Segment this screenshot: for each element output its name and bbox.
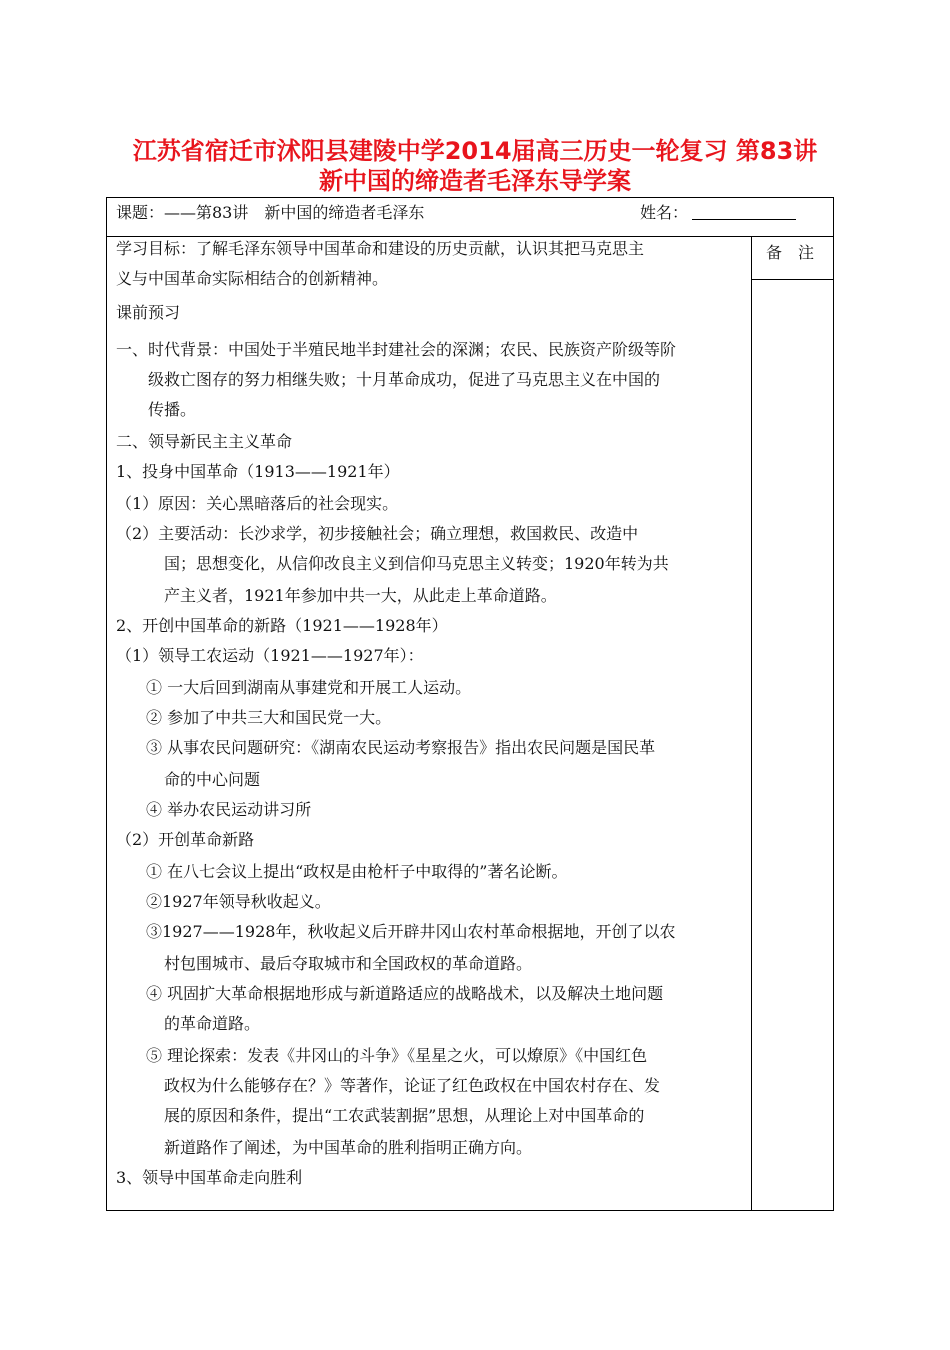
notes-header-divider — [751, 279, 833, 280]
text-line: 展的原因和条件，提出“工农武装割据”思想，从理论上对中国革命的 — [164, 1106, 645, 1125]
text-line: 级救亡图存的努力相继失败；十月革命成功，促进了马克思主义在中国的 — [148, 370, 661, 389]
notes-column-divider — [751, 236, 752, 1210]
document-title-line-2: 新中国的缔造者毛泽东导学案 — [319, 167, 631, 195]
text-line: 1、投身中国革命（1913——1921年） — [116, 462, 400, 481]
text-line: ④ 巩固扩大革命根据地形成与新道路适应的战略战术，以及解决土地问题 — [146, 984, 664, 1003]
header-row-divider — [107, 236, 833, 237]
name-blank-line — [692, 203, 796, 220]
text-line: 村包围城市、最后夺取城市和全国政权的革命道路。 — [164, 954, 533, 973]
text-line: 产主义者，1921年参加中共一大，从此走上革命道路。 — [164, 586, 557, 605]
text-line: ③ 从事农民问题研究：《湖南农民运动考察报告》指出农民问题是国民革 — [146, 738, 656, 757]
text-line: （2）主要活动：长沙求学，初步接触社会；确立理想，救国救民、改造中 — [116, 524, 639, 543]
text-line: 新道路作了阐述，为中国革命的胜利指明正确方向。 — [164, 1138, 533, 1157]
text-line: （1）领导工农运动（1921——1927年）： — [116, 646, 424, 665]
text-line: 的革命道路。 — [164, 1014, 261, 1033]
text-line: ① 一大后回到湖南从事建党和开展工人运动。 — [146, 678, 472, 697]
text-line: 政权为什么能够存在？》等著作，论证了红色政权在中国农村存在、发 — [164, 1076, 661, 1095]
text-line: 2、开创中国革命的新路（1921——1928年） — [116, 616, 448, 635]
name-label: 姓名： — [640, 203, 689, 222]
text-line: 二、领导新民主主义革命 — [116, 432, 293, 451]
text-line: 义与中国革命实际相结合的创新精神。 — [116, 269, 389, 288]
text-line: 学习目标：了解毛泽东领导中国革命和建设的历史贡献，认识其把马克思主 — [116, 239, 645, 258]
notes-header: 备 注 — [766, 243, 815, 262]
name-field — [640, 203, 796, 223]
text-line: 传播。 — [148, 400, 197, 419]
text-line: ③1927——1928年，秋收起义后开辟井冈山农村革命根据地，开创了以农 — [146, 922, 676, 941]
subject-label: 课题：——第83讲 新中国的缔造者毛泽东 — [116, 203, 425, 222]
text-line: （2）开创革命新路 — [116, 830, 255, 849]
text-line: 课前预习 — [116, 303, 181, 322]
text-line: 命的中心问题 — [164, 770, 261, 789]
text-line: ① 在八七会议上提出“政权是由枪杆子中取得的”著名论断。 — [146, 862, 568, 881]
text-line: ⑤ 理论探索：发表《井冈山的斗争》《星星之火，可以燎原》《中国红色 — [146, 1046, 648, 1065]
text-line: 一、时代背景：中国处于半殖民地半封建社会的深渊；农民、民族资产阶级等阶 — [116, 340, 677, 359]
text-line: 3、领导中国革命走向胜利 — [116, 1168, 303, 1187]
text-line: 国；思想变化，从信仰改良主义到信仰马克思主义转变；1920年转为共 — [164, 554, 669, 573]
text-line: （1）原因：关心黑暗落后的社会现实。 — [116, 494, 399, 513]
document-title-line-1: 江苏省宿迁市沭阳县建陵中学2014届高三历史一轮复习 第83讲 — [132, 137, 818, 165]
text-line: ②1927年领导秋收起义。 — [146, 892, 331, 911]
text-line: ② 参加了中共三大和国民党一大。 — [146, 708, 392, 727]
text-line: ④ 举办农民运动讲习所 — [146, 800, 312, 819]
